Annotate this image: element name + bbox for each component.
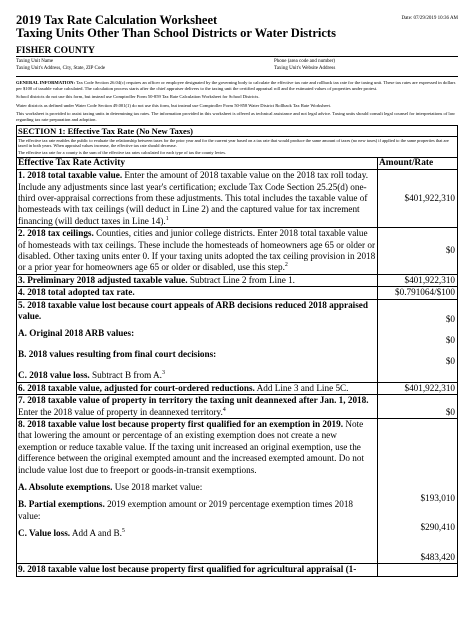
line-amount: $193,010 (420, 492, 455, 503)
water-districts-note: Water districts as defined under Water Code Section 49.001(1) do not use this form, but instead use Comptroller Form 50-858 Water District Rollback Tax Rate Worksheet. (16, 102, 332, 108)
sub-line-label: A. Absolute exemptions. (18, 481, 113, 492)
general-info-text: Tax Code Section 26.04(c) requires an officer or employee designated by the governing body to calculate the effective tax rate and rollback tax rate for the taxing unit. These tax rates are expressed in dollars per $100 of taxable value calculated. The calculation process starts after the chief appraiser delivers to the taxing unit the certified appraisal roll and the estimated values of properties under protest. (16, 80, 456, 91)
sub-line-c (18, 528, 376, 539)
footnote-ref: 1 (165, 215, 169, 222)
sub-line-text: 2019 exemption amount or 2019 percentage exemption times 2018 value: (18, 499, 354, 521)
sub-line-label: C. 2018 value loss. (18, 370, 90, 381)
sub-line-label: B. Partial exemptions. (18, 499, 105, 510)
col-activity-header: Effective Tax Rate Activity (17, 157, 378, 169)
address-label: Taxing Unit's Address, City, State, ZIP Code (16, 65, 106, 71)
line-amount: $0 (445, 356, 455, 367)
table-row (17, 170, 457, 228)
sub-line-label: A. Original 2018 ARB values: (18, 328, 135, 339)
section-1 (16, 125, 458, 577)
sub-line-b (18, 349, 376, 360)
table-row (17, 564, 457, 576)
page-title: 2019 Tax Rate Calculation Worksheet (16, 13, 218, 27)
section-intro (17, 137, 457, 157)
line-amount (378, 564, 458, 576)
sub-line-label: C. Value loss. (18, 528, 71, 539)
school-districts-note: School districts do not use this form, but instead use Comptroller Form 50-859 Tax Rate Calculation Worksheet for School Districts. (16, 94, 260, 100)
line-label: 4. 2018 total adopted tax rate. (18, 287, 135, 298)
sub-line-text: Add A and B. (70, 528, 122, 539)
unit-info-labels (16, 59, 458, 73)
line-label: 6. 2018 taxable value, adjusted for court-ordered reductions. (18, 382, 255, 393)
line-text: Counties, cities and junior college districts. Enter 2018 total taxable value of homesteads with tax ceilings. These include the homesteads of homeowners age 65 or older or disabled. Other taxing units enter 0. If your taxing units adopted the tax ceiling provision in 2018 or a prior year for homeowners age 65 or older or disabled, use this step. (18, 228, 376, 273)
line-amount: $0 (378, 228, 458, 275)
date-stamp: Date: 07/29/2019 10:36 AM (401, 16, 458, 21)
line-label: 1. 2018 total taxable value. (18, 170, 123, 181)
phone-label: Phone (area code and number) (274, 59, 336, 64)
line-label: 9. 2018 taxable value lost because property first qualified for agricultural appraisal (1- (18, 564, 357, 575)
line-label: 5. 2018 taxable value lost because court appeals of ARB decisions reduced 2018 appraised value. (18, 299, 368, 322)
footnote-ref: 5 (121, 528, 125, 535)
section-title: SECTION 1: Effective Tax Rate (No New Taxes) (17, 126, 457, 137)
line-amount: $0 (445, 313, 455, 324)
page-subtitle: Taxing Units Other Than School Districts or Water Districts (16, 26, 336, 40)
sub-line-a (18, 482, 376, 493)
line-label: 7. 2018 taxable value of property in territory the taxing unit deannexed after Jan. 1, 2018. (18, 395, 369, 406)
table-row (17, 287, 457, 299)
worksheet-page (16, 14, 458, 577)
table-header-row (17, 157, 457, 169)
footnote-ref: 2 (284, 262, 288, 269)
line-amount: $290,410 (420, 522, 455, 533)
divider (16, 76, 458, 77)
line-amount: $483,420 (420, 551, 455, 562)
line-text: Enter the 2018 value of property in deannexed territory. (18, 406, 223, 417)
worksheet-table (17, 157, 457, 576)
line-label: 2. 2018 tax ceilings. (18, 228, 94, 239)
line-amount: $0.791064/$100 (378, 287, 458, 299)
sub-line-a (18, 328, 376, 339)
section-intro-p2: The effective tax rate for a county is the sum of the effective tax rates calculated for each type of tax the county levies. (18, 150, 227, 156)
table-row (17, 274, 457, 286)
line-amounts (378, 418, 458, 563)
footnote-ref: 3 (161, 370, 165, 377)
disclaimer-note: This worksheet is provided to assist taxing units in determining tax rates. The information provided in this worksheet is offered as technical assistance and not legal advice. Taxing units should consult legal counsel for interpretations of law regarding tax rate preparation and adoption. (16, 111, 456, 122)
table-row (17, 418, 457, 563)
general-info (16, 80, 458, 91)
col-amount-header: Amount/Rate (378, 157, 458, 169)
sub-line-label: B. 2018 values resulting from final court decisions: (18, 348, 217, 359)
line-amounts (378, 299, 458, 382)
table-row (17, 299, 457, 382)
sub-line-text: Subtract B from A. (89, 370, 162, 381)
line-amount: $0 (445, 335, 455, 346)
table-row (17, 395, 457, 419)
taxing-unit-name: FISHER COUNTY (16, 46, 458, 57)
unit-name-label: Taxing Unit Name (16, 59, 54, 64)
footnote-ref: 4 (222, 406, 226, 413)
line-text: Subtract Line 2 from Line 1. (187, 274, 295, 285)
sub-line-c (18, 370, 376, 381)
line-amount: $401,922,310 (378, 274, 458, 286)
line-amount: $0 (378, 395, 458, 419)
table-row (17, 228, 457, 275)
line-text: Add Line 3 and Line 5C. (254, 382, 349, 393)
line-label: 8. 2018 taxable value lost because property first qualified for an exemption in 2019. (18, 418, 344, 429)
table-row (17, 382, 457, 394)
website-label: Taxing Unit's Website Address (274, 65, 336, 71)
section-intro-p1: The effective tax rate enables the public to evaluate the relationship between taxes for the prior year and for the current year based on a tax rate that would produce the same amount of taxes (no new taxes) if applied to the same properties that are taxed in both years. When appraisal values increase, the effective tax rate should decrease. (18, 137, 449, 148)
line-label: 3. Preliminary 2018 adjusted taxable value. (18, 274, 188, 285)
sub-line-text: Use 2018 market value: (112, 481, 203, 492)
general-info-heading: GENERAL INFORMATION: (16, 80, 75, 85)
line-amount: $401,922,310 (378, 382, 458, 394)
sub-line-b (18, 499, 376, 522)
line-amount: $401,922,310 (378, 170, 458, 228)
line-text: Note that lowering the amount or percentage of an existing exemption does not create a new exemption or reduce taxable value. If the taxing unit increased an original exemption, use the difference between the original exempted amount and the increased exempted amount. Do not include value lost due to freeport or goods-in-transit exemptions. (18, 418, 365, 475)
line-text: Enter the amount of 2018 taxable value on the 2018 tax roll today. Include any adjustments since last year's certification; exclude Tax Code Section 25.25(d) one-third over-appraisal corrections from these adjustments. This total includes the taxable value of homesteads with tax ceilings (will deduct in Line 2) and the captured value for tax increment financing (will deduct taxes in Line 14). (18, 170, 368, 226)
